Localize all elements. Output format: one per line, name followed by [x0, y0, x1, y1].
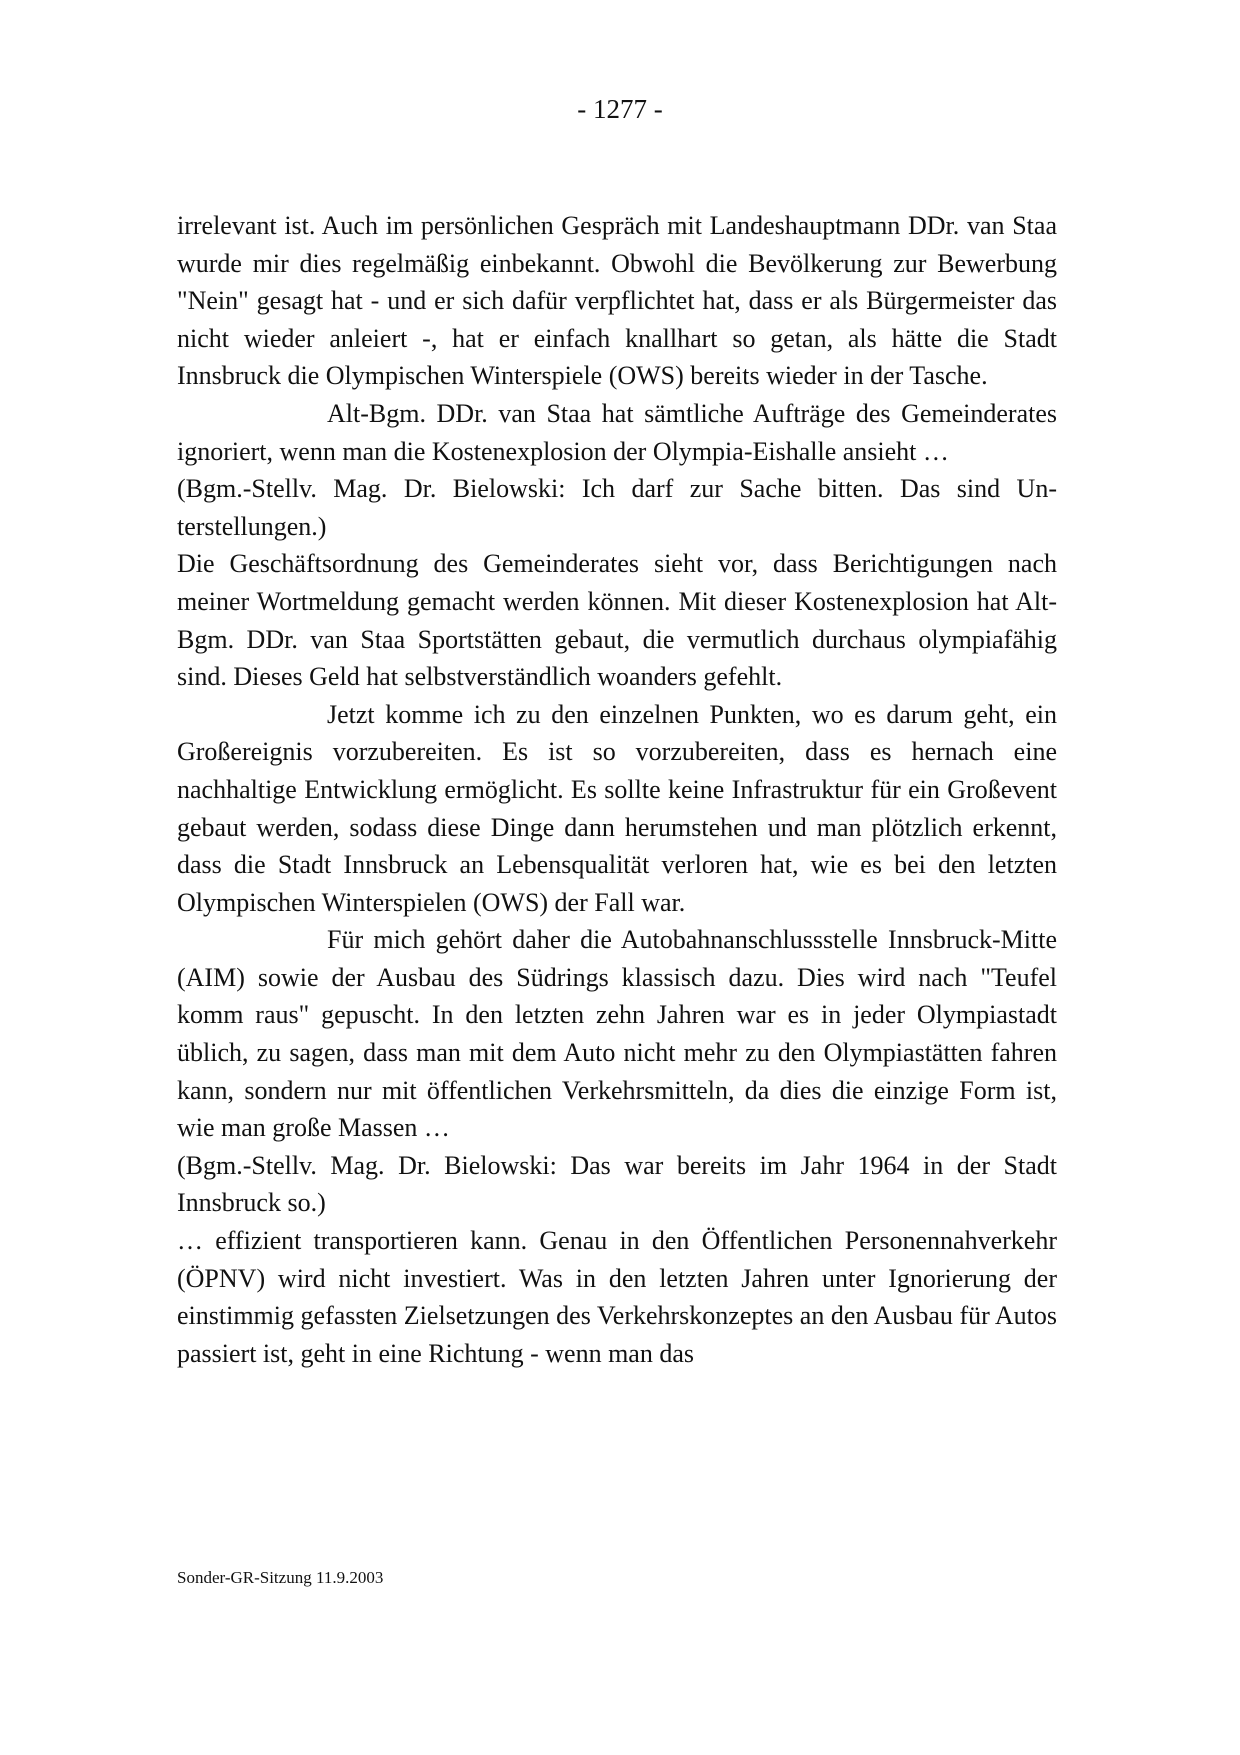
interjection: (Bgm.-Stellv. Mag. Dr. Bielowski: Ich darf zur Sache bitten. Das sind Unterstellungen.): [177, 474, 1057, 541]
document-body: [177, 207, 1057, 1372]
paragraph: Für mich gehört daher die Autobahnanschlussstelle Innsbruck-Mitte (AIM) sowie der Ausbau des Südrings klassisch dazu. Dies wird nach "Teufel komm raus" gepuscht. In den letzten zehn Jahren war es in jeder Olympiastadt üblich, zu sagen, dass man mit dem Auto nicht mehr zu den Olympiastätten fahren kann, sondern nur mit öffentlichen Verkehrsmitteln, da dies die einzige Form ist, wie man große Massen …: [177, 925, 1057, 1143]
page-number: - 1277 -: [577, 94, 663, 124]
page-footer: Sonder-GR-Sitzung 11.9.2003: [177, 1568, 384, 1587]
paragraph: Die Geschäftsordnung des Gemeinderates sieht vor, dass Berichtigungen nach meiner Wortmeldung gemacht werden können. Mit dieser Kostenexplosion hat Alt-Bgm. DDr. van Staa Sportstätten gebaut, die vermutlich durchaus olympiafähig sind. Dieses Geld hat selbstverständlich woanders gefehlt.: [177, 549, 1057, 692]
paragraph: irrelevant ist. Auch im persönlichen Gespräch mit Landeshauptmann DDr. van Staa wurde mir dies regelmäßig einbekannt. Obwohl die Bevölkerung zur Bewerbung "Nein" gesagt hat - und er sich dafür verpflichtet hat, dass er als Bürgermeister das nicht wieder anleiert -, hat er einfach knallhart so getan, als hätte die Stadt Innsbruck die Olympischen Winterspiele (OWS) bereits wieder in der Tasche.: [177, 211, 1057, 391]
paragraph: Alt-Bgm. DDr. van Staa hat sämtliche Aufträge des Gemeinderates ignoriert, wenn man die Kostenexplosion der Olympia-Eishalle ansieht …: [177, 398, 1057, 466]
interjection: (Bgm.-Stellv. Mag. Dr. Bielowski: Das war bereits im Jahr 1964 in der Stadt Innsbruck so.): [177, 1150, 1057, 1218]
paragraph: … effizient transportieren kann. Genau in den Öffentlichen Personennahverkehr (ÖPNV) wird nicht investiert. Was in den letzten Jahren unter Ignorierung der einstimmig gefassten Zielsetzungen des Verkehrskonzeptes an den Ausbau für Autos passiert ist, geht in eine Richtung - wenn man das: [177, 1226, 1057, 1368]
paragraph: Jetzt komme ich zu den einzelnen Punkten, wo es darum geht, ein Großereignis vorzubereiten. Es ist so vorzubereiten, dass es hernach eine nachhaltige Entwicklung ermöglicht. Es sollte keine Infrastruktur für ein Großevent gebaut werden, sodass diese Dinge dann herumstehen und man plötzlich erkennt, dass die Stadt Innsbruck an Lebensqualität verloren hat, wie es bei den letzten Olympischen Winterspielen (OWS) der Fall war.: [177, 699, 1057, 917]
